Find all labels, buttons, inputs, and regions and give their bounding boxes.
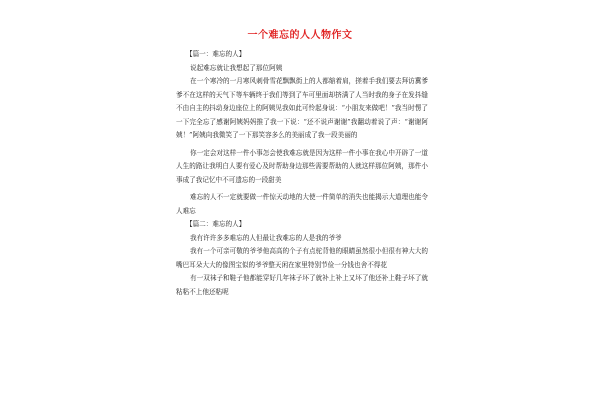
paragraph: 难忘的人不一定就要做一件惊天动地的大使一件简单的消失也能揭示大道理也能令人难忘: [176, 193, 428, 215]
document-title: 一个难忘的人人物作文: [247, 30, 353, 41]
paragraph: 你一定会对这样一件小事怎会使我难忘就是因为这样一件小事在我心中开辟了一道人生的路让我明白人要有爱心及时帮助身边那些需要帮助的人就这样那位阿姨，那件小事成了我记忆中不可遗忘的一段甜美: [176, 148, 428, 184]
paragraph: 我有一个可亲可敬的爷爷他高高的个子有点驼背他的眼睛虽然很小但很有神大大的嘴巴耳朵大大的像图宝似的爷爷整天闲在家里特别节俭一分钱也舍不得花: [176, 247, 428, 269]
paragraph: 我有许许多多难忘的人但最让我难忘的人是我的爷爷: [190, 233, 342, 242]
section-heading: 【篇一：难忘的人】: [186, 50, 246, 58]
paragraph: 在一个寒冷的一月寒风刺骨雪花飘飘街上的人都缩着肩，搓着手我们要去拜访冀爹爹不在这样的天气下等车辆终于我们等到了车可里面却挤满了人当时我的身子在发抖缝不由自主的抖动身边座位上的阿姨见我如此可怜起身说：“小朋友来做吧！”我当时愣了一下完全忘了感谢阿姨妈妈推了我一下说：“还不说声谢谢”我翻动着说了声：“谢谢阿姨！”阿姨向我微笑了一下那笑容多么的美丽成了我一段美丽的: [176, 77, 428, 139]
document-body: [176, 48, 428, 299]
paragraph: 有一双袜子和鞋子他都能穿好几年袜子坏了就补上补上又坏了他还补上鞋子坏了就粘粘不上他还粘呢: [176, 274, 428, 296]
section-heading: 【篇二：难忘的人】: [186, 220, 246, 228]
paragraph: 说起难忘就让我想起了那位阿姨: [190, 63, 283, 72]
